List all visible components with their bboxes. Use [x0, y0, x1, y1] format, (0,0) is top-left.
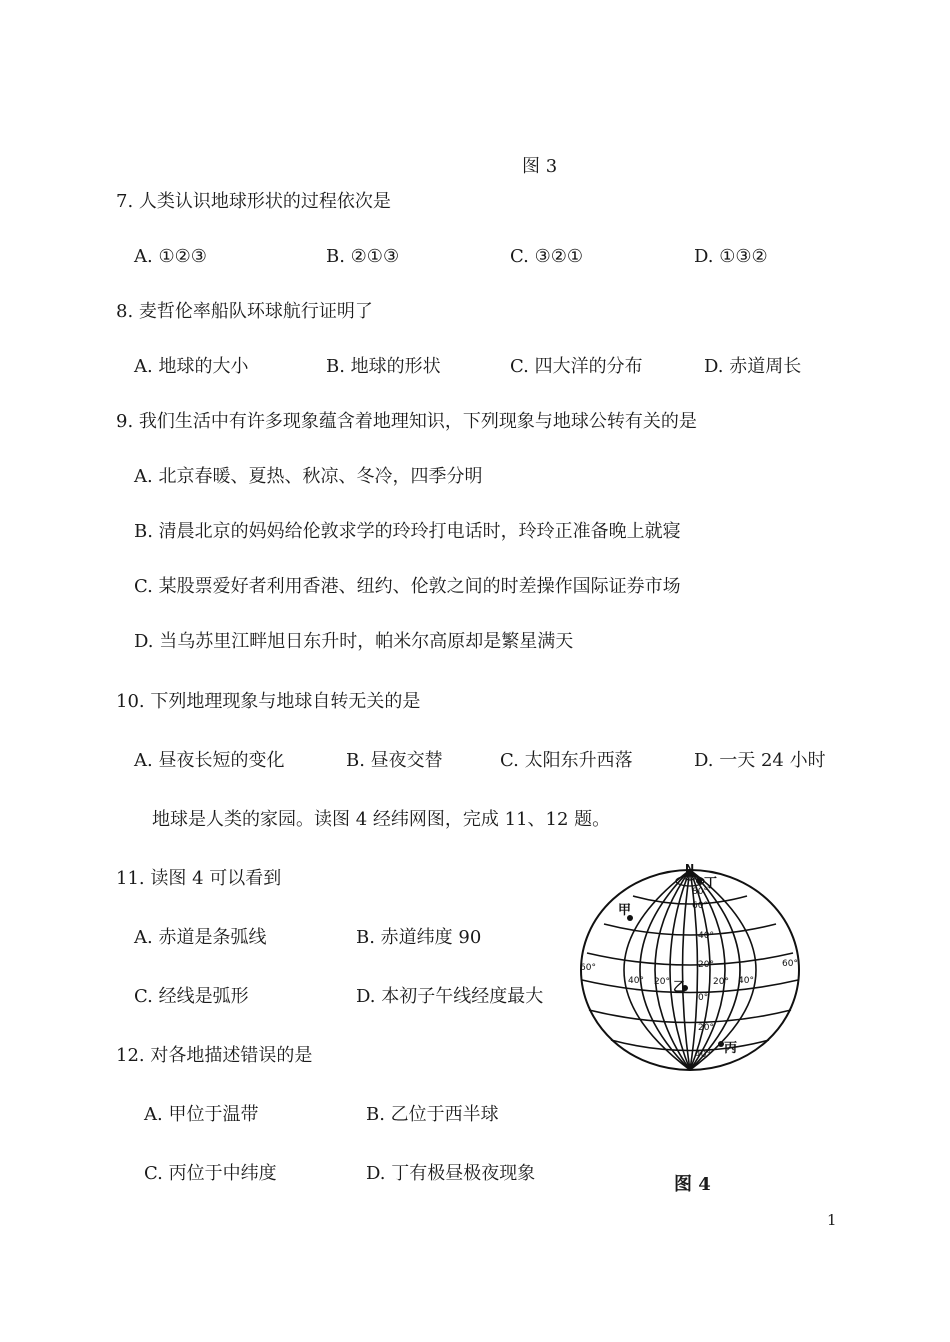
question-11-option-d: D. 本初子午线经度最大: [356, 986, 544, 1007]
lon-label-20w: 20°: [654, 977, 670, 987]
lat-label-40s: 40°: [695, 1050, 711, 1060]
question-12-option-d: D. 丁有极昼极夜现象: [366, 1163, 536, 1184]
question-12-option-a: A. 甲位于温带: [144, 1104, 259, 1125]
lat-label-20s: 20°: [698, 1023, 714, 1033]
question-9-option-a: A. 北京春暖、夏热、秋凉、冬冷，四季分明: [134, 466, 483, 487]
question-9-option-c: C. 某股票爱好者利用香港、纽约、伦敦之间的时差操作国际证券市场: [134, 576, 681, 597]
question-10-option-c: C. 太阳东升西落: [500, 750, 633, 771]
question-12-stem: 12. 对各地描述错误的是: [116, 1045, 313, 1066]
lat-label-80n: 80°: [692, 887, 708, 897]
globe-grid: [581, 870, 799, 1070]
question-10-stem: 10. 下列地理现象与地球自转无关的是: [116, 691, 421, 712]
point-ding-label: 丁: [704, 876, 718, 891]
lat-label-40n: 40°: [698, 931, 714, 941]
question-9-stem: 9. 我们生活中有许多现象蕴含着地理知识，下列现象与地球公转有关的是: [116, 411, 697, 432]
question-8-option-d: D. 赤道周长: [704, 356, 802, 377]
question-7-option-c: C. ③②①: [510, 246, 583, 267]
question-11-stem: 11. 读图 4 可以看到: [116, 868, 282, 889]
question-11-option-b: B. 赤道纬度 90: [356, 927, 482, 948]
point-yi-label: 乙: [673, 980, 687, 995]
question-8-stem: 8. 麦哲伦率船队环球航行证明了: [116, 301, 373, 322]
page-number: 1: [827, 1211, 837, 1229]
question-9-option-d: D. 当乌苏里江畔旭日东升时，帕米尔高原却是繁星满天: [134, 631, 574, 652]
question-7-stem: 7. 人类认识地球形状的过程依次是: [116, 191, 391, 212]
point-bing-label: 丙: [724, 1041, 738, 1056]
lon-label-40w: 40°: [628, 976, 644, 986]
lat-label-20n: 20°: [698, 960, 714, 970]
lat-label-equator: 0°: [698, 993, 709, 1003]
question-8-option-c: C. 四大洋的分布: [510, 356, 643, 377]
question-10-option-a: A. 昼夜长短的变化: [134, 750, 285, 771]
question-7-option-b: B. ②①③: [326, 246, 400, 267]
lon-label-40e: 40°: [738, 976, 754, 986]
lon-label-20e: 20°: [713, 977, 729, 987]
north-label: N: [685, 862, 695, 875]
question-11-option-c: C. 经线是弧形: [134, 986, 249, 1007]
lon-label-60w: 60°: [580, 963, 596, 973]
intro-text: 地球是人类的家园。读图 4 经纬网图，完成 11、12 题。: [152, 809, 611, 830]
question-12-option-b: B. 乙位于西半球: [366, 1104, 499, 1125]
question-8-option-b: B. 地球的形状: [326, 356, 441, 377]
globe-graticule-figure: [578, 860, 802, 1072]
question-10-option-b: B. 昼夜交替: [346, 750, 443, 771]
question-7-option-d: D. ①③②: [694, 246, 768, 267]
figure-4-caption: 图 4: [674, 1174, 711, 1195]
question-7-option-a: A. ①②③: [134, 246, 207, 267]
figure-3-caption: 图 3: [522, 156, 558, 177]
question-11-option-a: A. 赤道是条弧线: [134, 927, 267, 948]
question-12-option-c: C. 丙位于中纬度: [144, 1163, 277, 1184]
lon-label-60e: 60°: [782, 959, 798, 969]
question-10-option-d: D. 一天 24 小时: [694, 750, 826, 771]
point-ding-marker: [696, 878, 702, 884]
lat-label-60n: 60°: [692, 901, 708, 911]
question-9-option-b: B. 清晨北京的妈妈给伦敦求学的玲玲打电话时，玲玲正准备晚上就寝: [134, 521, 681, 542]
point-jia-label: 甲: [618, 903, 632, 918]
question-8-option-a: A. 地球的大小: [134, 356, 249, 377]
